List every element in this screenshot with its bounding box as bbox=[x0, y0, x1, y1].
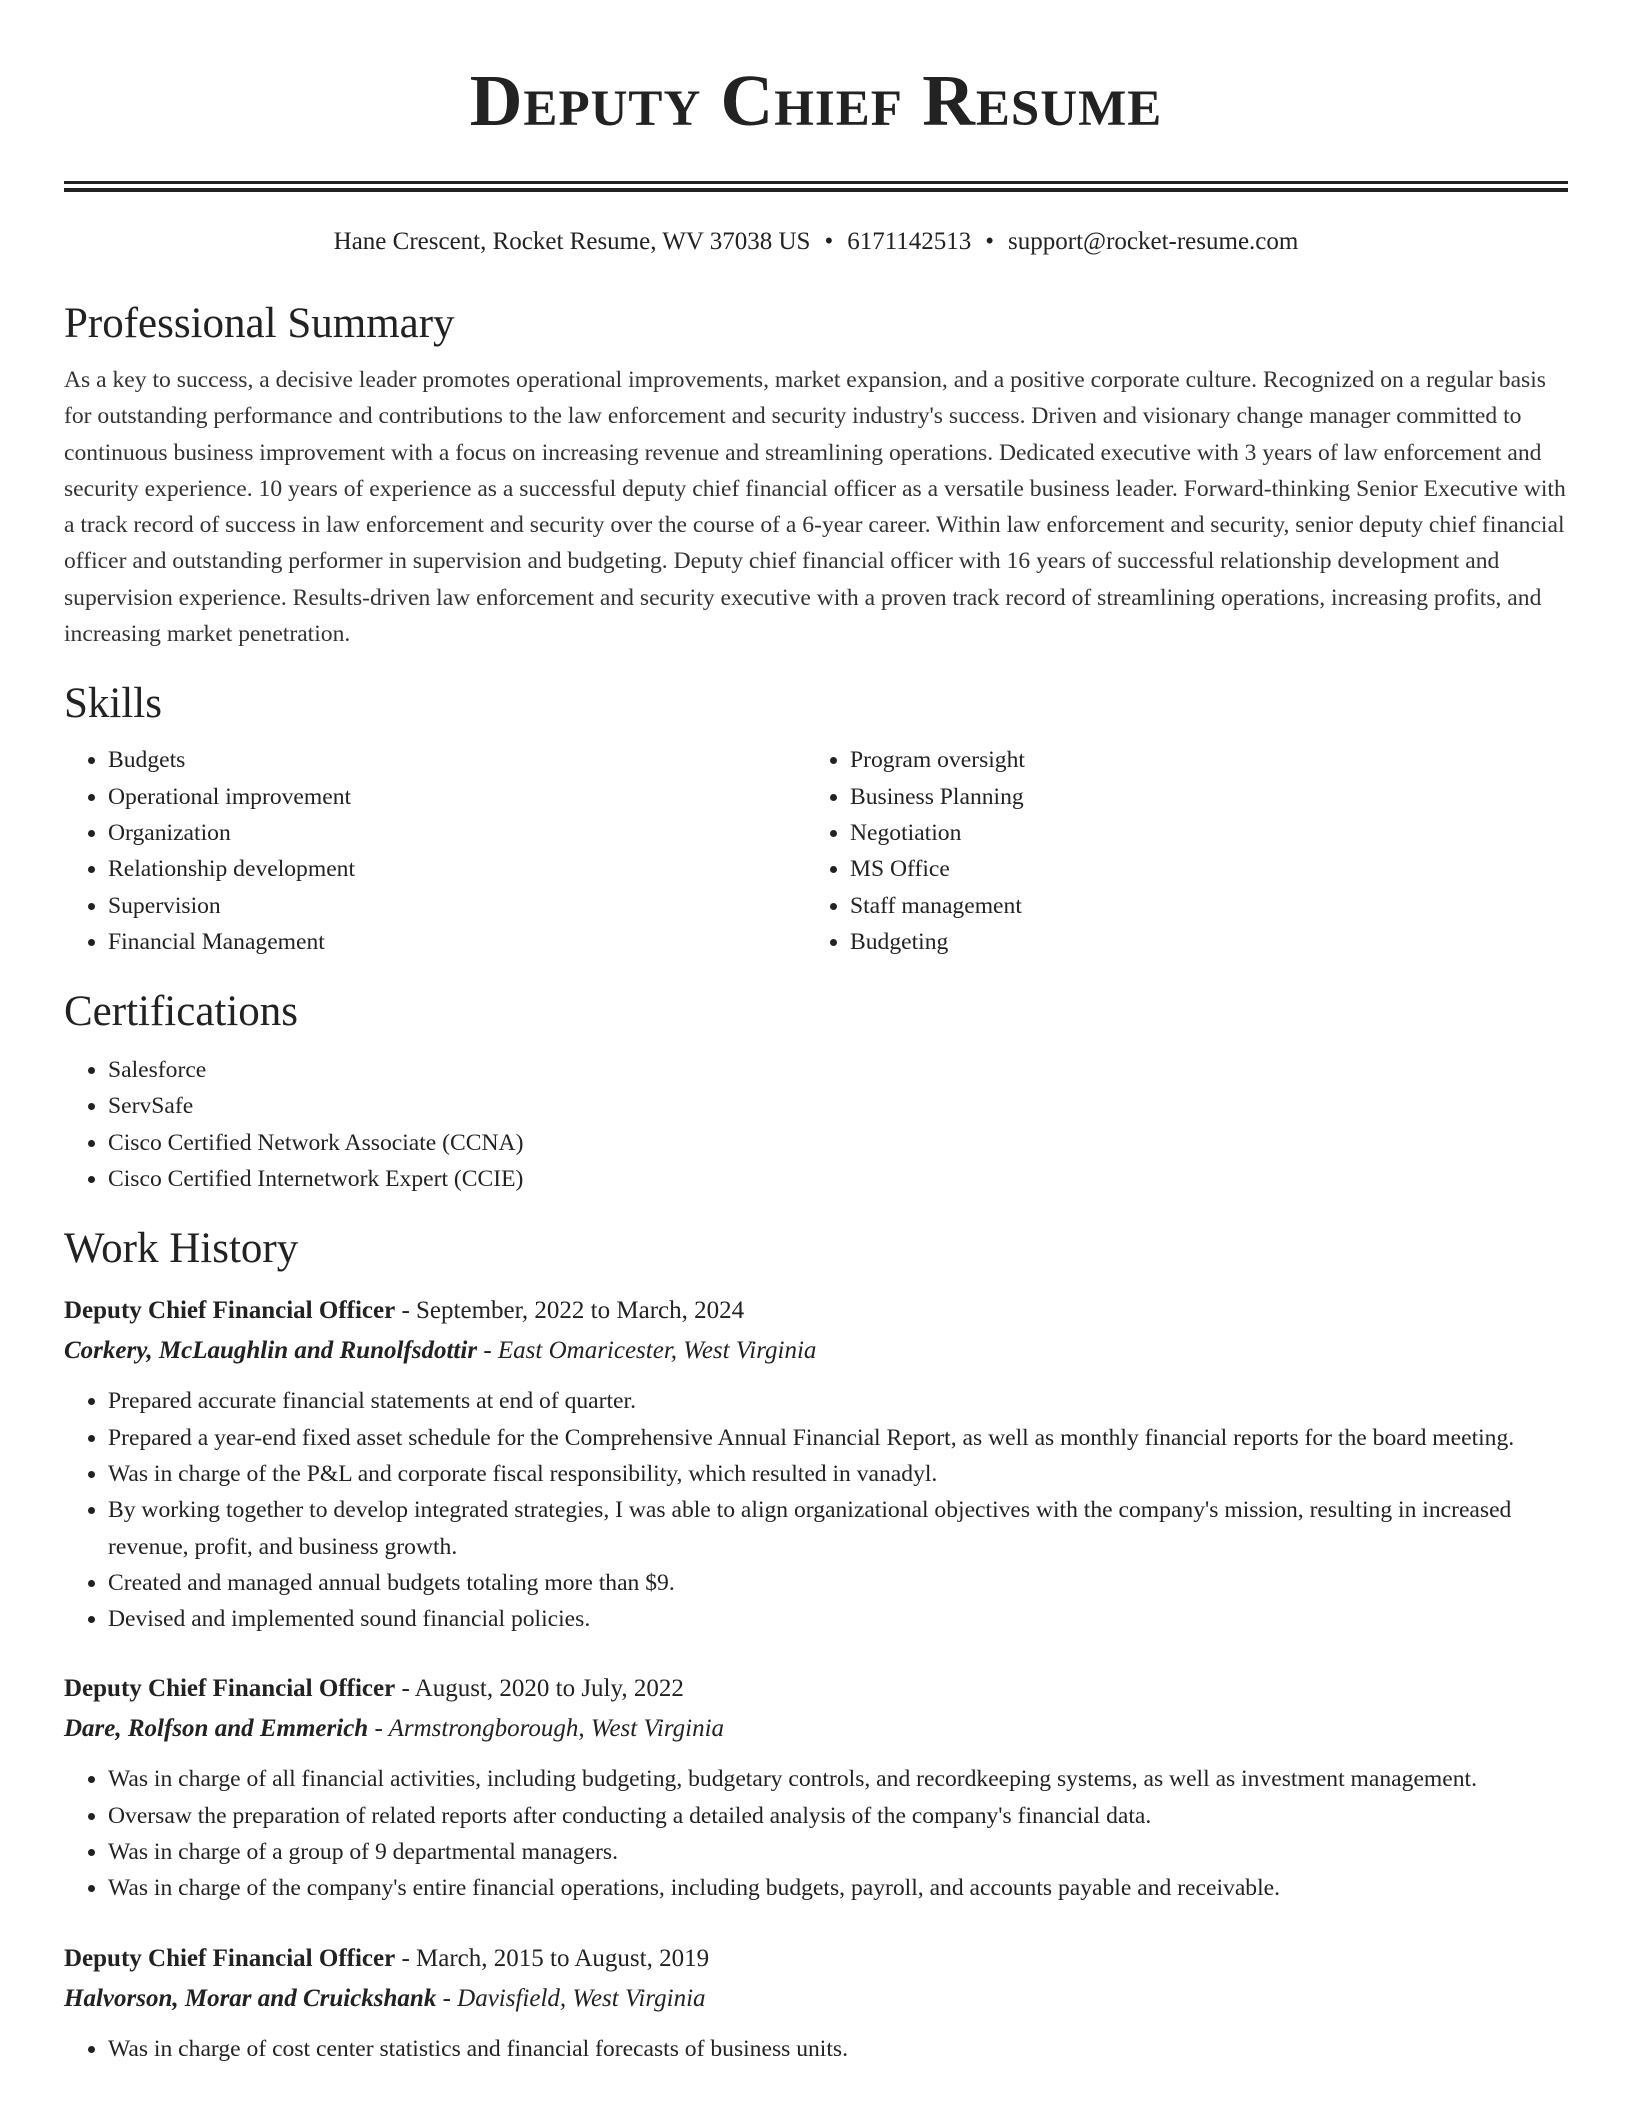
skill-item: • Staff management bbox=[850, 888, 1548, 924]
skills-heading: Skills bbox=[64, 680, 162, 728]
skill-item: • Budgets bbox=[108, 742, 806, 778]
contact-phone: 6171142513 bbox=[847, 228, 972, 255]
job-title: Deputy Chief Financial Officer bbox=[64, 1297, 396, 1325]
skills-column-left bbox=[64, 742, 806, 960]
job-title: Deputy Chief Financial Officer bbox=[64, 1944, 396, 1972]
job-company: Dare, Rolfson and Emmerich bbox=[64, 1715, 369, 1743]
certification-item: • Salesforce bbox=[108, 1052, 1568, 1088]
job-bullet: • By working together to develop integrated strategies, I was able to align organizational objectives with the company's mission, resulting in increased revenue, profit, and business growth. bbox=[108, 1492, 1568, 1565]
summary-text: As a key to success, a decisive leader promotes operational improvements, market expansion, and a positive corporate culture. Recognized on a regular basis for outstanding performance and contributions to the law enforcement and security industry's success. Driven and visionary change manager committed to continuous business improvement with a focus on increasing revenue and streamlining operations. Dedicated executive with 3 years of law enforcement and security experience. 10 years of experience as a successful deputy chief financial officer as a versatile business leader. Forward-thinking Senior Executive with a track record of success in law enforcement and security over the course of a 6-year career. Within law enforcement and security, senior deputy chief financial officer and outstanding performer in supervision and budgeting. Deputy chief financial officer with 16 years of successful relationship development and supervision experience. Results-driven law enforcement and security executive with a proven track record of streamlining operations, increasing profits, and increasing market penetration. bbox=[64, 367, 1566, 648]
job-company: Corkery, McLaughlin and Runolfsdottir bbox=[64, 1337, 478, 1365]
skills-list-right bbox=[806, 742, 1548, 960]
certifications-heading: Certifications bbox=[64, 988, 299, 1036]
certification-item: • Cisco Certified Network Associate (CCNA) bbox=[108, 1125, 1568, 1161]
job-bullet: • Was in charge of the P&L and corporate fiscal responsibility, which resulted in vanadyl. bbox=[108, 1456, 1568, 1492]
job-bullet: • Was in charge of a group of 9 departmental managers. bbox=[108, 1834, 1568, 1870]
resume-title: Deputy Chief Resume bbox=[469, 60, 1163, 141]
contact-separator: • bbox=[985, 228, 995, 255]
job-location: - Armstrongborough, West Virginia bbox=[368, 1715, 725, 1743]
job-dates: - August, 2020 to July, 2022 bbox=[395, 1675, 684, 1703]
certifications-list bbox=[64, 1052, 1568, 1197]
job-location: - East Omaricester, West Virginia bbox=[477, 1337, 817, 1365]
skill-item: • Financial Management bbox=[108, 924, 806, 960]
job-entry bbox=[64, 1291, 1568, 1637]
job-bullet: • Devised and implemented sound financial policies. bbox=[108, 1601, 1568, 1637]
certifications-section bbox=[64, 986, 1568, 1197]
job-bullet: • Oversaw the preparation of related reports after conducting a detailed analysis of the company's financial data. bbox=[108, 1798, 1568, 1834]
job-bullets bbox=[64, 1383, 1568, 1637]
contact-email: support@rocket-resume.com bbox=[1008, 228, 1299, 255]
job-company-line bbox=[64, 1331, 1568, 1371]
job-dates: - March, 2015 to August, 2019 bbox=[395, 1944, 710, 1972]
job-entry bbox=[64, 1939, 1568, 2067]
job-header bbox=[64, 1939, 1568, 1979]
job-bullet: • Created and managed annual budgets totaling more than $9. bbox=[108, 1565, 1568, 1601]
skill-item: • Budgeting bbox=[850, 924, 1548, 960]
skills-column-right bbox=[806, 742, 1548, 960]
skills-section bbox=[64, 678, 1568, 960]
job-bullets bbox=[64, 1761, 1568, 1906]
skills-list-left bbox=[64, 742, 806, 960]
summary-heading: Professional Summary bbox=[64, 300, 455, 347]
job-bullets bbox=[64, 2031, 1568, 2067]
contact-address: Hane Crescent, Rocket Resume, WV 37038 US bbox=[333, 228, 811, 255]
skill-item: • Operational improvement bbox=[108, 779, 806, 815]
job-bullet: • Was in charge of all financial activities, including budgeting, budgetary controls, and recordkeeping systems, as well as investment management. bbox=[108, 1761, 1568, 1797]
job-dates: - September, 2022 to March, 2024 bbox=[395, 1297, 745, 1325]
work-history-section bbox=[64, 1223, 1568, 2067]
skill-item: • Program oversight bbox=[850, 742, 1548, 778]
contact-separator: • bbox=[824, 228, 834, 255]
summary-section bbox=[64, 298, 1568, 652]
job-company: Halvorson, Morar and Cruickshank bbox=[64, 1984, 437, 2012]
skill-item: • Relationship development bbox=[108, 851, 806, 887]
job-location: - Davisfield, West Virginia bbox=[436, 1984, 706, 2012]
job-company-line bbox=[64, 1979, 1568, 2019]
skill-item: • Organization bbox=[108, 815, 806, 851]
job-entry bbox=[64, 1669, 1568, 1906]
job-bullet: • Was in charge of cost center statistics and financial forecasts of business units. bbox=[108, 2031, 1568, 2067]
skills-columns bbox=[64, 742, 1568, 960]
job-header bbox=[64, 1291, 1568, 1331]
job-company-line bbox=[64, 1709, 1568, 1749]
title-divider bbox=[64, 181, 1568, 192]
contact-line bbox=[64, 226, 1568, 258]
certification-item: • ServSafe bbox=[108, 1088, 1568, 1124]
skill-item: • MS Office bbox=[850, 851, 1548, 887]
job-bullet: • Prepared accurate financial statements at end of quarter. bbox=[108, 1383, 1568, 1419]
job-bullet: • Was in charge of the company's entire financial operations, including budgets, payroll, and accounts payable and receivable. bbox=[108, 1870, 1568, 1906]
job-bullet: • Prepared a year-end fixed asset schedule for the Comprehensive Annual Financial Report, as well as monthly financial reports for the board meeting. bbox=[108, 1420, 1568, 1456]
job-header bbox=[64, 1669, 1568, 1709]
work-history-heading: Work History bbox=[64, 1225, 299, 1273]
skill-item: • Negotiation bbox=[850, 815, 1548, 851]
job-title: Deputy Chief Financial Officer bbox=[64, 1675, 396, 1703]
certification-item: • Cisco Certified Internetwork Expert (CCIE) bbox=[108, 1161, 1568, 1197]
skill-item: • Supervision bbox=[108, 888, 806, 924]
skill-item: • Business Planning bbox=[850, 779, 1548, 815]
